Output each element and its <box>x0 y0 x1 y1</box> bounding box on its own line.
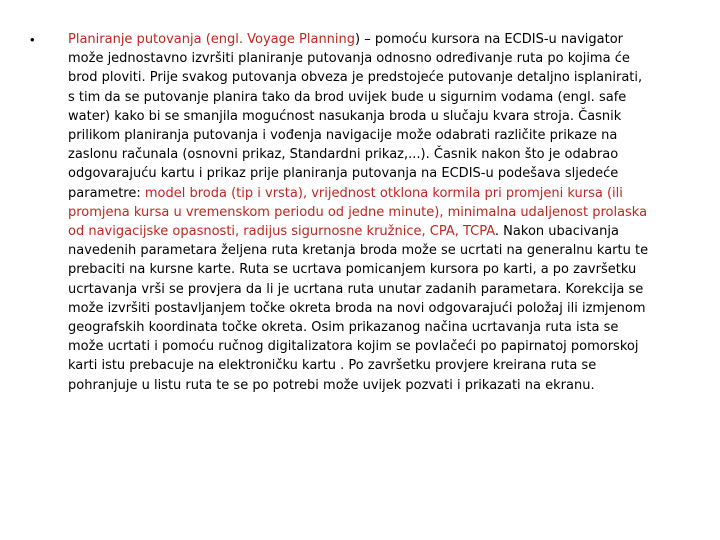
body-paragraph <box>68 30 652 395</box>
bullet-marker: • <box>30 32 35 47</box>
paragraph-text-segment-2: . Nakon ubacivanja navedenih parametara željena ruta kretanja broda može se ucrtati na generalnu kartu te prebaciti na kursne karte. Ruta se ucrtava pomicanjem kursora po karti, a po završetku ucrtavanja vrši se provjera da li je ucrtana ruta unutar zadanih parametara. Korekcija se može izvršiti postavljanjem točke okreta broda na novi odgovarajući položaj ili izmjenom geografskih koordinata točke okreta. Osim prikazanog načina ucrtavanja ruta ista se može ucrtati i pomoću ručnog digitalizatora kojim se povlačeći po papirnatoj pomorskoj karti istu prebacuje na elektroničku kartu . Po završetku provjere kreirana ruta se pohranjuje u listu ruta te se po potrebi može uvijek pozvati i prikazati na ekranu. <box>68 224 649 393</box>
paragraph-text-segment-1: ) – pomoću kursora na ECDIS-u navigator može jednostavno izvršiti planiranje putovanja odnosno određivanje ruta po kojima će brod ploviti. Prije svakog putovanja obveza je predstojeće putovanje detaljno isplanirati, s tim da se putovanje planira tako da brod uvijek bude u sigurnim vodama (engl. safe water) kako bi se smanjila mogućnost nasukanja broda u slučaju kvara stroja. Časnik prilikom planiranja putovanja i vođenja navigacije može odabrati različite prikaze na zaslonu računala (osnovni prikaz, Standardni prikaz,...). Časnik nakon što je odabrao odgovarajuću kartu i prikaz prije planiranja putovanja na ECDIS-u podešava sljedeće parametre: <box>68 32 643 201</box>
parameter-list-segment: model broda (tip i vrsta), vrijednost otklona kormila pri promjeni kursa (ili promjena kursa u vremenskom periodu od jedne minute), minimalna udaljenost prolaska od navigacijske opasnosti, radijus sigurnosne kružnice, CPA, TCPA <box>68 185 648 240</box>
bullet-item <box>30 30 690 395</box>
paragraph-heading-segment: Planiranje putovanja (engl. Voyage Planning <box>68 32 356 47</box>
